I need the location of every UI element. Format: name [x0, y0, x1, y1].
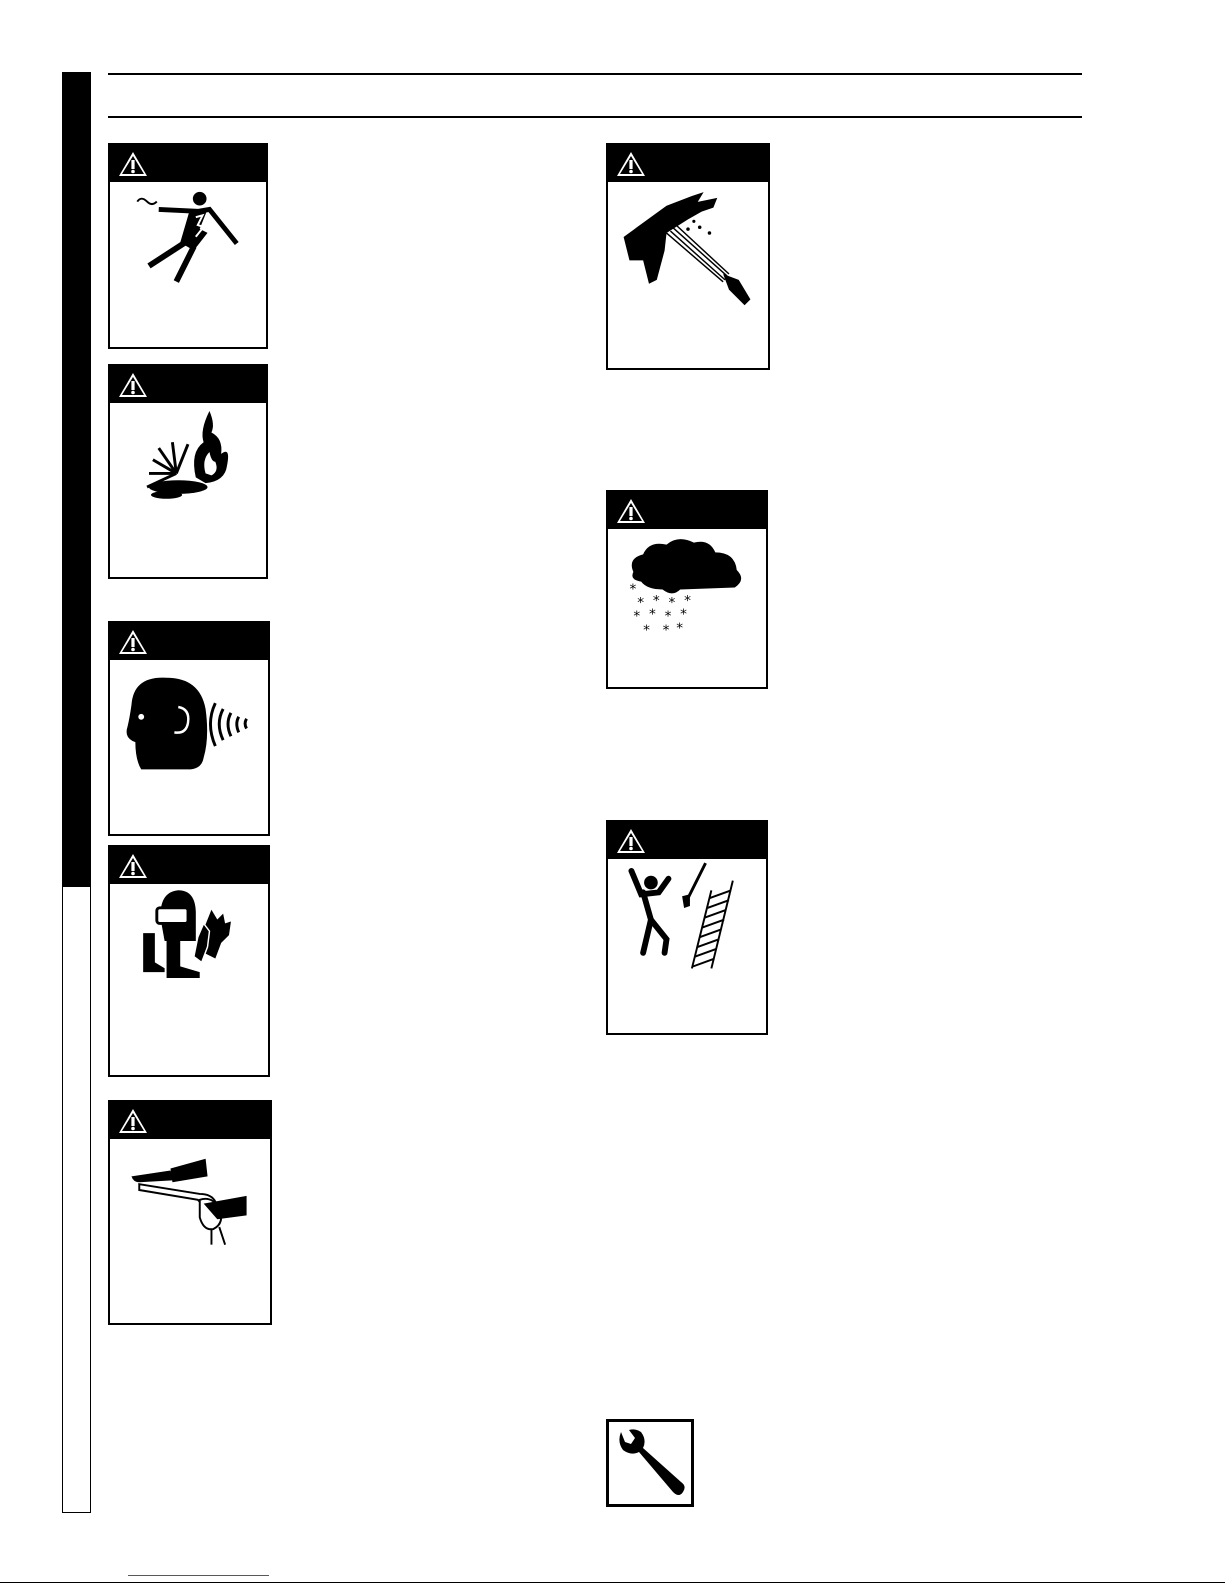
svg-text:*: *	[643, 622, 650, 639]
fall-from-ladder-icon	[608, 859, 766, 1033]
warning-triangle-icon	[616, 498, 646, 524]
svg-text:*: *	[658, 579, 666, 596]
footer-rule	[0, 1582, 1225, 1583]
warning-card-header	[608, 145, 768, 182]
svg-text:*: *	[668, 595, 676, 612]
warning-card-protective-gear	[108, 845, 270, 1077]
header-rule-bottom	[108, 116, 1082, 118]
side-tab-dark-segment	[63, 73, 90, 887]
warning-triangle-icon	[118, 629, 148, 655]
svg-text:*: *	[648, 606, 656, 623]
svg-text:*: *	[676, 620, 684, 637]
warning-card-freezing	[606, 490, 768, 689]
warning-card-header	[110, 1102, 270, 1139]
warning-triangle-icon	[616, 151, 646, 177]
svg-text:*: *	[637, 595, 645, 612]
wrench-icon	[609, 1422, 691, 1504]
warning-card-electrocution	[108, 143, 268, 349]
warning-card-header	[110, 145, 266, 182]
explosion-fire-hazard-icon	[110, 403, 266, 577]
spray-gun-handling-icon	[110, 1139, 270, 1323]
svg-text:*: *	[629, 581, 637, 598]
warning-card-noise	[108, 621, 270, 836]
protective-gear-icon	[110, 884, 268, 1075]
warning-card-injection	[606, 143, 770, 370]
warning-triangle-icon	[118, 151, 148, 177]
electrocution-hazard-icon	[110, 182, 266, 347]
svg-text:*: *	[645, 577, 652, 594]
freezing-weather-icon	[608, 529, 766, 687]
svg-text:*: *	[680, 606, 688, 623]
warning-card-header	[608, 492, 766, 529]
warning-card-header	[110, 623, 268, 660]
warning-triangle-icon	[616, 828, 646, 854]
warning-triangle-icon	[118, 1108, 148, 1134]
high-pressure-injection-icon	[608, 182, 768, 368]
header-rule-top	[108, 73, 1082, 75]
warning-triangle-icon	[118, 372, 148, 398]
footer-link-underline[interactable]	[128, 1575, 269, 1576]
svg-text:*: *	[684, 593, 691, 610]
warning-card-fall	[606, 820, 768, 1035]
svg-text:*: *	[662, 622, 670, 639]
section-side-tab	[62, 72, 91, 1513]
warning-card-spray-gun	[108, 1100, 272, 1325]
svg-text:*: *	[633, 608, 641, 625]
warning-triangle-icon	[118, 853, 148, 879]
svg-text:*: *	[652, 593, 660, 610]
svg-text:*: *	[664, 608, 672, 625]
warning-card-header	[110, 847, 268, 884]
warning-card-explosion-fire	[108, 364, 268, 579]
hearing-protection-icon	[110, 660, 268, 834]
service-wrench-box	[606, 1419, 694, 1507]
warning-card-header	[608, 822, 766, 859]
warning-card-header	[110, 366, 266, 403]
